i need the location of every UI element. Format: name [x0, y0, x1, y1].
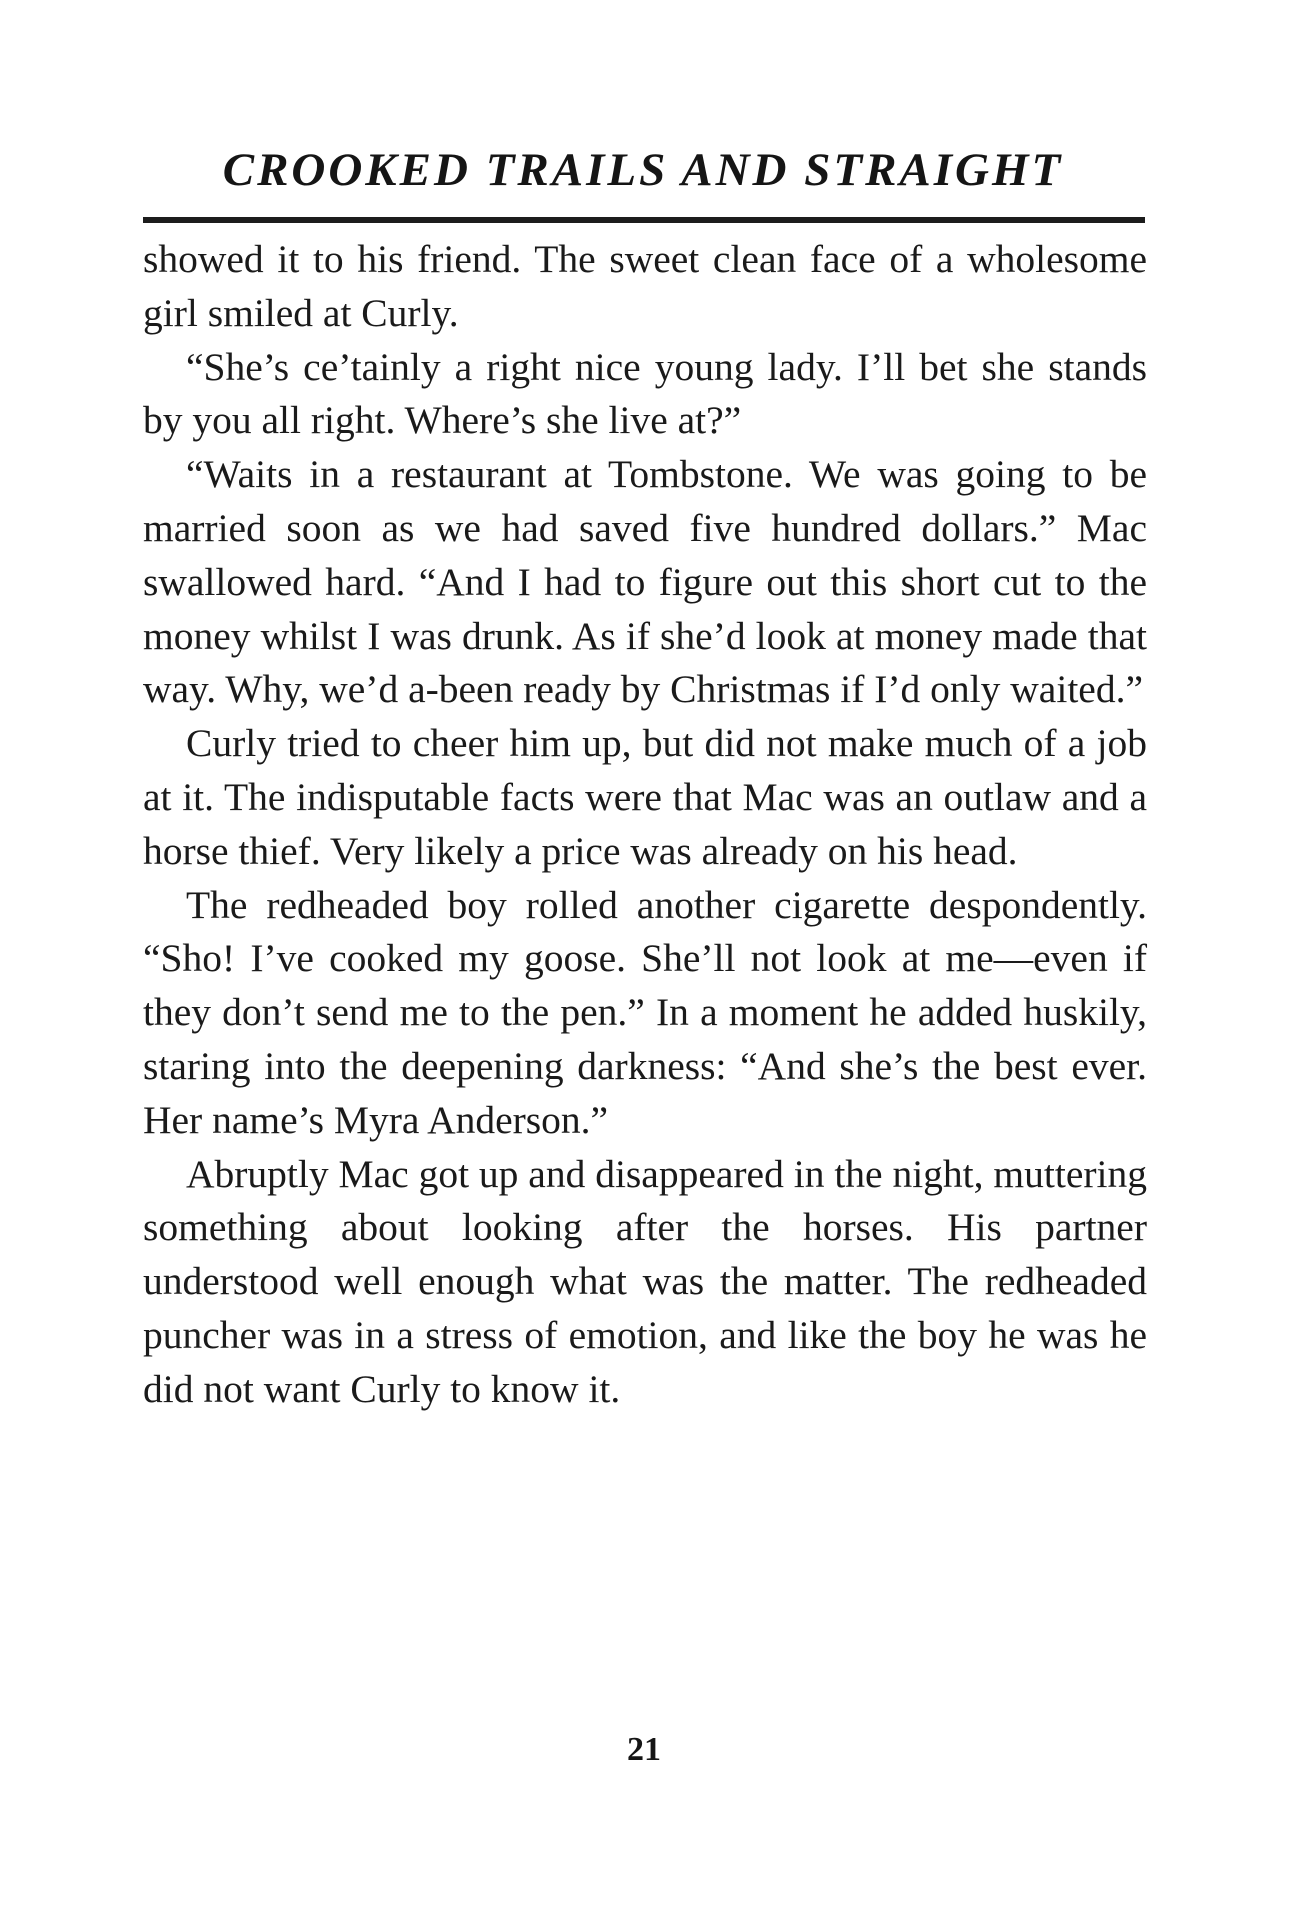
paragraph: Curly tried to cheer him up, but did not make much of a job at it. The indisputable facts were that Mac was an outlaw and a horse thief. Very likely a price was already on his head.: [143, 721, 1147, 873]
running-head: CROOKED TRAILS AND STRAIGHT: [222, 144, 1064, 196]
paragraph: “She’s ce’tainly a right nice young lady. I’ll bet she stands by you all right. Where’s she live at?”: [143, 344, 1147, 443]
paragraph: Abruptly Mac got up and disappeared in the night, muttering something about looking after the horses. His partner understood well enough what was the matter. The redheaded puncher was in a stress of emotion, and like the boy he was he did not want Curly to know it.: [143, 1151, 1147, 1411]
paragraph: The redheaded boy rolled another cigarette despondently. “Sho! I’ve cooked my goose. She’ll not look at me—even if they don’t send me to the pen.” In a moment he added huskily, staring into the deepening darkness: “And she’s the best ever. Her name’s Myra Anderson.”: [143, 882, 1147, 1142]
paragraph: “Waits in a restaurant at Tombstone. We was going to be married soon as we had saved five hundred dollars.” Mac swallowed hard. “And I had to figure out this short cut to the money whilst I was drunk. As if she’d look at money made that way. Why, we’d a-been ready by Christmas if I’d only waited.”: [143, 452, 1147, 712]
paragraph-continued: showed it to his friend. The sweet clean face of a wholesome girl smiled at Curly.: [143, 237, 1147, 335]
body-text: [143, 233, 1147, 1417]
page-number: 21: [627, 1731, 661, 1768]
header-rule: [143, 217, 1145, 223]
